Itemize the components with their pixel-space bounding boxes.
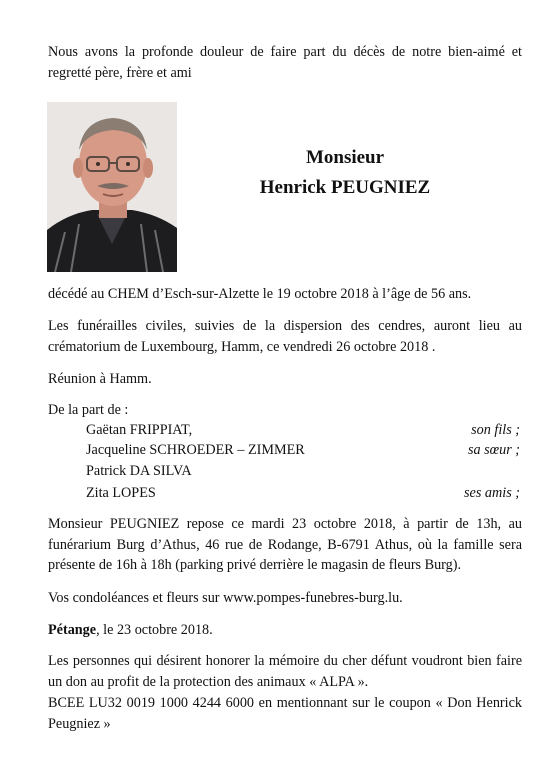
meeting-text: Réunion à Hamm.	[48, 371, 152, 387]
bank-text: BCEE LU32 0019 1000 4244 6000 en mentionnant sur le coupon « Don Henrick Peugniez »	[48, 695, 522, 732]
deceased-name: Henrick PEUGNIEZ	[259, 177, 431, 198]
portrait-photo-image	[47, 102, 177, 272]
family-name: Zita LOPES	[86, 485, 156, 501]
from-label: De la part de :	[48, 402, 129, 418]
family-relation: sa sœur ;	[467, 442, 520, 458]
funeral-text: Les funérailles civiles, suivies de la dispersion des cendres, auront lieu au crématorium de Luxembourg, Hamm, ce vendredi 26 octobre 2018 .	[48, 318, 522, 355]
donation-text: Les personnes qui désirent honorer la mémoire du cher défunt voudront bien faire un don au profit de la protection des animaux « ALPA ».	[48, 653, 522, 690]
intro-text: Nous avons la profonde douleur de faire part du décès de notre bien-aimé et regretté père, frère et ami	[48, 44, 522, 81]
place-date	[48, 620, 522, 641]
honorific: Monsieur	[305, 147, 385, 168]
place-name: Pétange	[48, 622, 97, 638]
family-relation: son fils ;	[471, 422, 520, 438]
portrait-photo	[47, 102, 177, 272]
family-name: Gaëtan FRIPPIAT,	[86, 422, 193, 438]
family-name: Patrick DA SILVA	[86, 463, 192, 479]
condolences-text: Vos condoléances et fleurs sur www.pompes-funebres-burg.lu.	[48, 590, 403, 606]
repose-text: Monsieur PEUGNIEZ repose ce mardi 23 octobre 2018, à partir de 13h, au funérarium Burg d’Athus, 46 rue de Rodange, B-6791 Athus, où la famille sera présente de 16h à 18h (parking privé derrière le magasin de fleurs Burg).	[48, 516, 522, 573]
family-relation: ses amis ;	[464, 485, 520, 501]
date-text: , le 23 octobre 2018.	[96, 622, 213, 638]
family-name: Jacqueline SCHROEDER – ZIMMER	[86, 442, 305, 458]
death-line: décédé au CHEM d’Esch-sur-Alzette le 19 octobre 2018 à l’âge de 56 ans.	[48, 286, 472, 302]
